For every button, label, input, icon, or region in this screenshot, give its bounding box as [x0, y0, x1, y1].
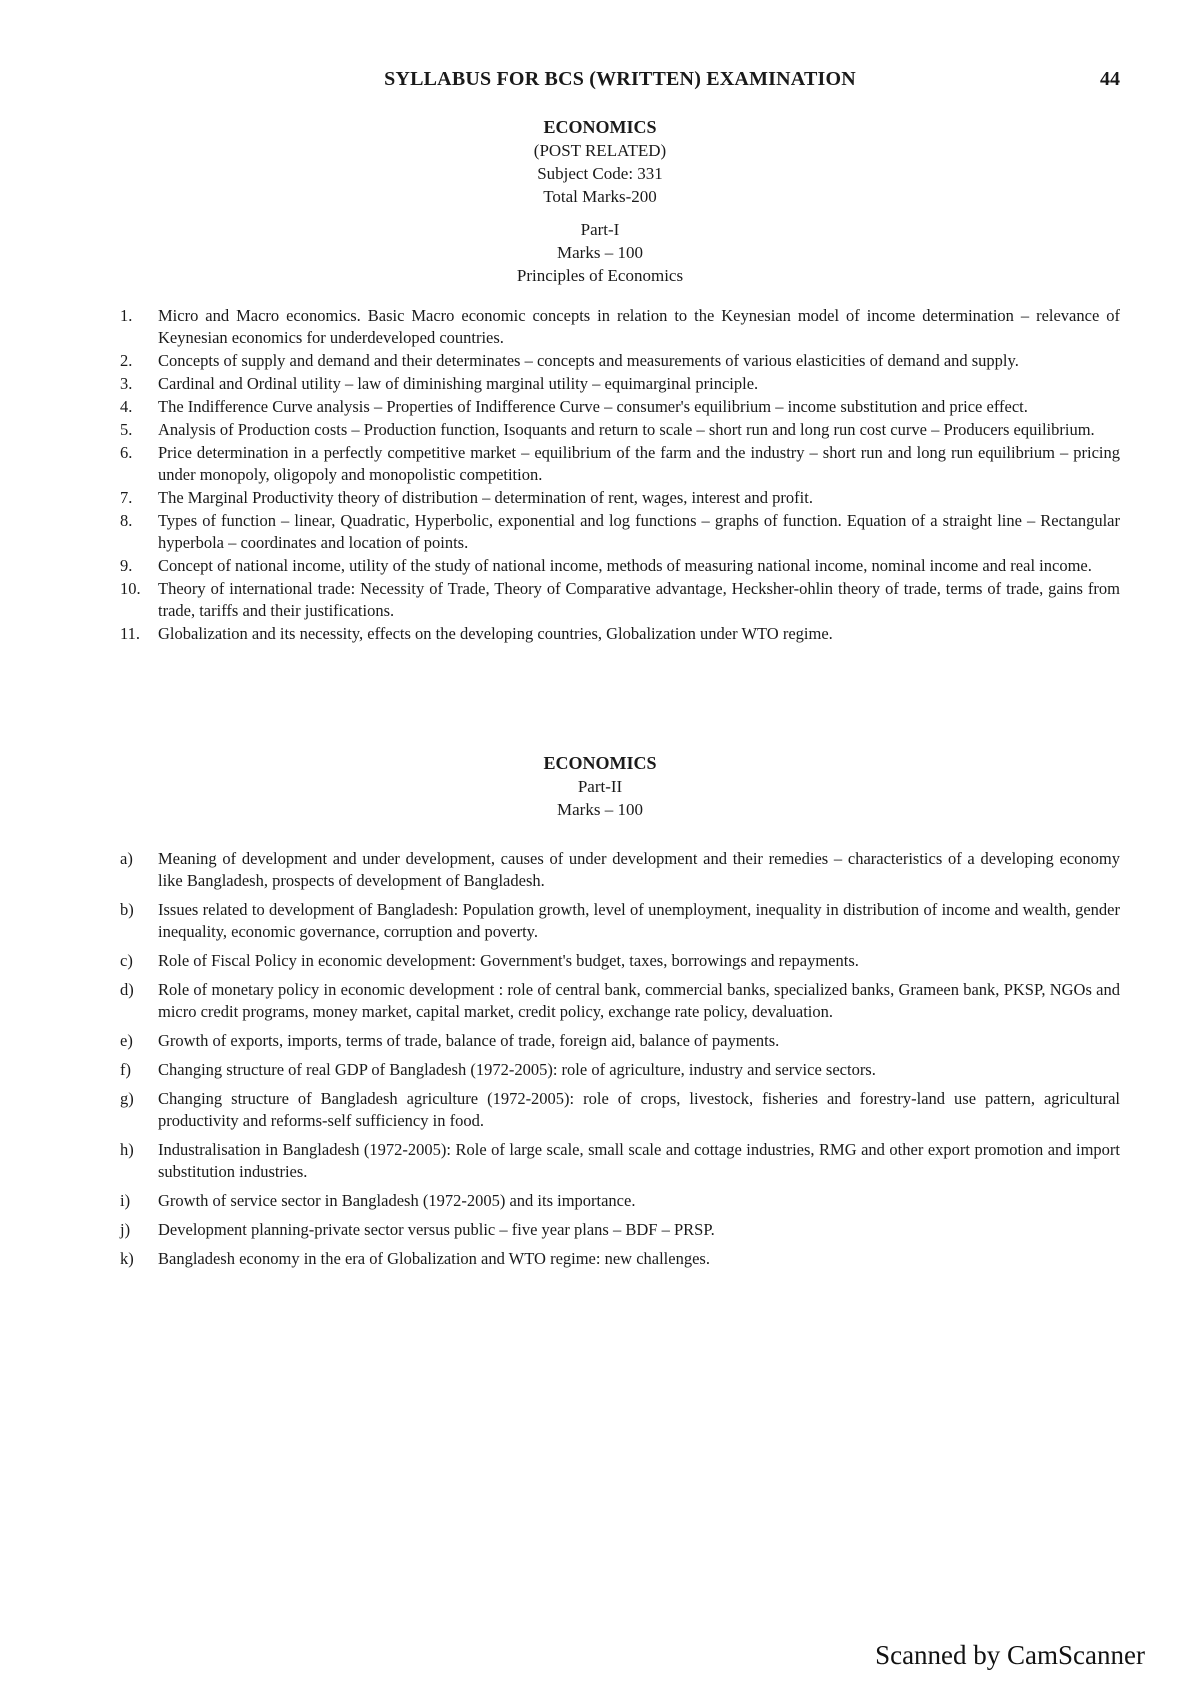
part-label: Part-II: [577, 777, 623, 796]
item-number: 8.: [120, 511, 133, 530]
part-marks: Marks – 100: [557, 800, 643, 819]
item-number: 4.: [120, 397, 133, 416]
item-text: Cardinal and Ordinal utility – law of diminishing marginal utility – equimarginal principle.: [158, 374, 759, 393]
item-letter: b): [120, 900, 134, 919]
list-item: [120, 442, 1120, 486]
item-number: 9.: [120, 556, 133, 575]
list-item: [120, 950, 1120, 972]
item-number: 7.: [120, 488, 133, 507]
item-text: Issues related to development of Bangladesh: Population growth, level of unemployment, inequality in distribution of income and wealth, gender inequality, economic governance, corruption and poverty.: [158, 900, 1120, 941]
list-item: [120, 1059, 1120, 1081]
list-item: [120, 305, 1120, 349]
list-item: [120, 1219, 1120, 1241]
list-item: [120, 848, 1120, 892]
page-number: 44: [1100, 68, 1120, 90]
item-text: Theory of international trade: Necessity of Trade, Theory of Comparative advantage, Hecksher-ohlin theory of trade, terms of trade, gains from trade, tariffs and their justifications.: [158, 579, 1120, 620]
list-item: [120, 1248, 1120, 1270]
item-text: Growth of exports, imports, terms of trade, balance of trade, foreign aid, balance of payments.: [158, 1031, 780, 1050]
item-number: 10.: [120, 579, 141, 598]
list-item: [120, 899, 1120, 943]
list-item: [120, 623, 1120, 645]
item-text: Changing structure of Bangladesh agriculture (1972-2005): role of crops, livestock, fisheries and forestry-land use pattern, agricultural productivity and reforms-self sufficiency in food.: [158, 1089, 1120, 1130]
list-item: [120, 487, 1120, 509]
item-number: 3.: [120, 374, 133, 393]
section1-heading: [0, 116, 1200, 208]
item-number: 2.: [120, 351, 133, 370]
part-label: Part-I: [580, 220, 620, 239]
item-text: Types of function – linear, Quadratic, Hyperbolic, exponential and log functions – graphs of function. Equation of a straight line – Rectangular hyperbola – coordinates and location of points.: [158, 511, 1120, 552]
item-number: 6.: [120, 443, 133, 462]
part1-heading: [0, 218, 1200, 287]
item-letter: i): [120, 1191, 131, 1210]
item-text: The Marginal Productivity theory of distribution – determination of rent, wages, interest and profit.: [158, 488, 813, 507]
list-item: [120, 1190, 1120, 1212]
subject-title: ECONOMICS: [543, 117, 657, 137]
part1-topic-list: [120, 305, 1120, 646]
part2-heading: [0, 752, 1200, 821]
item-text: Bangladesh economy in the era of Globalization and WTO regime: new challenges.: [158, 1249, 710, 1268]
document-title: SYLLABUS FOR BCS (WRITTEN) EXAMINATION: [384, 68, 856, 90]
subject-code: Subject Code: 331: [537, 164, 663, 183]
item-text: The Indifference Curve analysis – Properties of Indifference Curve – consumer's equilibrium – income substitution and price effect.: [158, 397, 1028, 416]
running-header: [120, 68, 1120, 98]
item-letter: h): [120, 1140, 134, 1159]
item-letter: g): [120, 1089, 134, 1108]
item-number: 1.: [120, 306, 133, 325]
item-text: Globalization and its necessity, effects on the developing countries, Globalization under WTO regime.: [158, 624, 833, 643]
item-text: Micro and Macro economics. Basic Macro economic concepts in relation to the Keynesian model of income determination – relevance of Keynesian economics for underdeveloped countries.: [158, 306, 1120, 347]
part-marks: Marks – 100: [557, 243, 643, 262]
item-number: 5.: [120, 420, 133, 439]
item-letter: j): [120, 1220, 131, 1239]
list-item: [120, 396, 1120, 418]
post-related-label: (POST RELATED): [533, 141, 667, 160]
item-letter: c): [120, 951, 133, 970]
list-item: [120, 578, 1120, 622]
item-number: 11.: [120, 624, 141, 643]
item-text: Growth of service sector in Bangladesh (1972-2005) and its importance.: [158, 1191, 636, 1210]
list-item: [120, 373, 1120, 395]
list-item: [120, 979, 1120, 1023]
item-letter: d): [120, 980, 134, 999]
item-letter: e): [120, 1031, 133, 1050]
item-letter: k): [120, 1249, 134, 1268]
list-item: [120, 555, 1120, 577]
item-letter: a): [120, 849, 133, 868]
item-text: Price determination in a perfectly competitive market – equilibrium of the farm and the industry – short run and long run equilibrium – pricing under monopoly, oligopoly and monopolistic competition.: [158, 443, 1120, 484]
subject-title: ECONOMICS: [543, 753, 657, 773]
item-text: Role of Fiscal Policy in economic development: Government's budget, taxes, borrowings and repayments.: [158, 951, 859, 970]
list-item: [120, 1139, 1120, 1183]
list-item: [120, 1088, 1120, 1132]
item-text: Role of monetary policy in economic development : role of central bank, commercial banks, specialized banks, Grameen bank, PKSP, NGOs and micro credit programs, money market, capital market, credit policy, exchange rate policy, devaluation.: [158, 980, 1120, 1021]
item-text: Concepts of supply and demand and their determinates – concepts and measurements of various elasticities of demand and supply.: [158, 351, 1019, 370]
item-text: Industralisation in Bangladesh (1972-2005): Role of large scale, small scale and cottage industries, RMG and other export promotion and import substitution industries.: [158, 1140, 1120, 1181]
list-item: [120, 350, 1120, 372]
list-item: [120, 1030, 1120, 1052]
list-item: [120, 419, 1120, 441]
item-text: Concept of national income, utility of the study of national income, methods of measuring national income, nominal income and real income.: [158, 556, 1092, 575]
item-text: Changing structure of real GDP of Bangladesh (1972-2005): role of agriculture, industry and service sectors.: [158, 1060, 876, 1079]
part2-topic-list: [120, 848, 1120, 1277]
total-marks: Total Marks-200: [543, 187, 657, 206]
item-letter: f): [120, 1060, 131, 1079]
item-text: Analysis of Production costs – Production function, Isoquants and return to scale – short run and long run cost curve – Producers equilibrium.: [158, 420, 1095, 439]
item-text: Meaning of development and under development, causes of under development and their remedies – characteristics of a developing economy like Bangladesh, prospects of development of Bangladesh.: [158, 849, 1120, 890]
scanner-watermark: Scanned by CamScanner: [875, 1640, 1145, 1670]
list-item: [120, 510, 1120, 554]
topic-title: Principles of Economics: [516, 266, 684, 285]
item-text: Development planning-private sector versus public – five year plans – BDF – PRSP.: [158, 1220, 715, 1239]
